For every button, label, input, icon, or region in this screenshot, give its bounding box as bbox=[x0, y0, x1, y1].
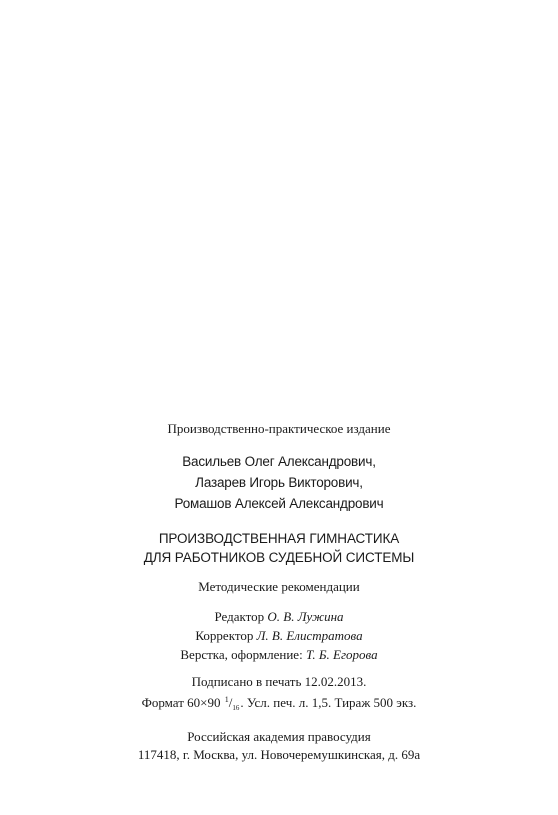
book-title-line: ПРОИЗВОДСТВЕННАЯ ГИМНАСТИКА bbox=[158, 531, 400, 546]
author-name: Васильев Олег Александрович, bbox=[182, 454, 376, 469]
publisher-address: 117418, г. Москва, ул. Новочеремушкинская, д. 69а bbox=[137, 747, 421, 762]
credits-list bbox=[0, 607, 558, 664]
publisher-name: Российская академия правосудия bbox=[187, 729, 371, 744]
imprint-block bbox=[0, 420, 558, 764]
format-fraction-denominator: 16 bbox=[232, 704, 240, 712]
credit-role: Верстка, оформление: bbox=[180, 647, 306, 662]
book-subtitle: Методические рекомендации bbox=[198, 579, 360, 594]
format-suffix: . Усл. печ. л. 1,5. Тираж 500 экз. bbox=[240, 695, 417, 710]
credit-person: Л. В. Елистратова bbox=[256, 628, 363, 643]
format-fraction bbox=[225, 691, 240, 717]
credit-role: Корректор bbox=[195, 628, 257, 643]
format-line bbox=[0, 691, 558, 717]
authors-list bbox=[0, 451, 558, 514]
publisher-info bbox=[0, 728, 558, 764]
book-title bbox=[0, 529, 558, 567]
book-title-line: ДЛЯ РАБОТНИКОВ СУДЕБНОЙ СИСТЕМЫ bbox=[143, 550, 415, 565]
credit-role: Редактор bbox=[214, 609, 268, 624]
credit-editor bbox=[0, 607, 558, 626]
signed-for-print: Подписано в печать 12.02.2013. bbox=[191, 674, 367, 689]
format-prefix: Формат 60×90 bbox=[141, 695, 224, 710]
print-data bbox=[0, 673, 558, 717]
credit-layout bbox=[0, 645, 558, 664]
credit-proofreader bbox=[0, 626, 558, 645]
author-name: Лазарев Игорь Викторович, bbox=[195, 475, 363, 490]
edition-type: Производственно-практическое издание bbox=[167, 421, 391, 436]
author-name: Ромашов Алексей Александрович bbox=[174, 496, 384, 511]
format-fraction-numerator: 1 bbox=[224, 695, 229, 704]
format-fraction-slash: / bbox=[228, 695, 233, 710]
credit-person: Т. Б. Егорова bbox=[305, 647, 378, 662]
credit-person: О. В. Лужина bbox=[267, 609, 344, 624]
